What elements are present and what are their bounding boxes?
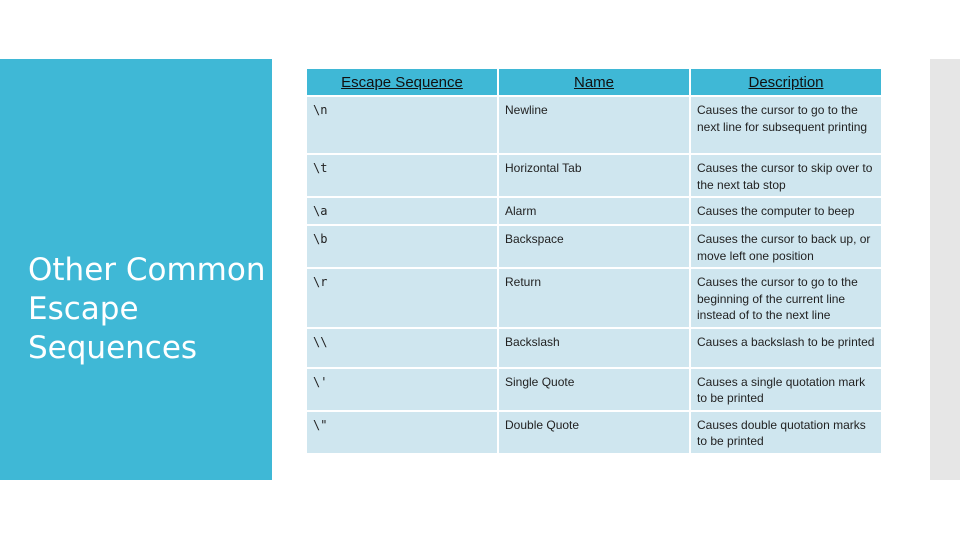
cell-sequence: \a — [307, 198, 497, 224]
header-description: Description — [691, 69, 881, 95]
cell-sequence: \n — [307, 97, 497, 153]
table-header-row — [307, 69, 881, 95]
cell-description: Causes the cursor to go to the next line for subsequent printing — [691, 97, 881, 153]
right-edge-bar — [930, 59, 960, 480]
title-panel — [0, 59, 272, 480]
header-escape-sequence: Escape Sequence — [307, 69, 497, 95]
cell-name: Double Quote — [499, 412, 689, 453]
cell-sequence: \b — [307, 226, 497, 267]
table-row — [307, 97, 881, 153]
cell-description: Causes a backslash to be printed — [691, 329, 881, 367]
escape-sequence-table — [305, 67, 883, 455]
cell-sequence: \t — [307, 155, 497, 196]
cell-description: Causes the cursor to go to the beginning of the current line instead of to the next line — [691, 269, 881, 327]
table-row — [307, 412, 881, 453]
cell-description: Causes the cursor to back up, or move left one position — [691, 226, 881, 267]
table-row — [307, 226, 881, 267]
cell-description: Causes the computer to beep — [691, 198, 881, 224]
cell-sequence: \r — [307, 269, 497, 327]
cell-name: Newline — [499, 97, 689, 153]
cell-name: Backspace — [499, 226, 689, 267]
cell-sequence: \" — [307, 412, 497, 453]
cell-description: Causes the cursor to skip over to the next tab stop — [691, 155, 881, 196]
header-name: Name — [499, 69, 689, 95]
cell-name: Single Quote — [499, 369, 689, 410]
cell-sequence: \\ — [307, 329, 497, 367]
cell-name: Backslash — [499, 329, 689, 367]
slide-title: Other Common Escape Sequences — [28, 252, 266, 366]
cell-sequence: \' — [307, 369, 497, 410]
cell-description: Causes double quotation marks to be printed — [691, 412, 881, 453]
cell-name: Alarm — [499, 198, 689, 224]
table-row — [307, 269, 881, 327]
table-row — [307, 198, 881, 224]
cell-description: Causes a single quotation mark to be printed — [691, 369, 881, 410]
cell-name: Horizontal Tab — [499, 155, 689, 196]
cell-name: Return — [499, 269, 689, 327]
table-row — [307, 369, 881, 410]
table-row — [307, 155, 881, 196]
table-row — [307, 329, 881, 367]
